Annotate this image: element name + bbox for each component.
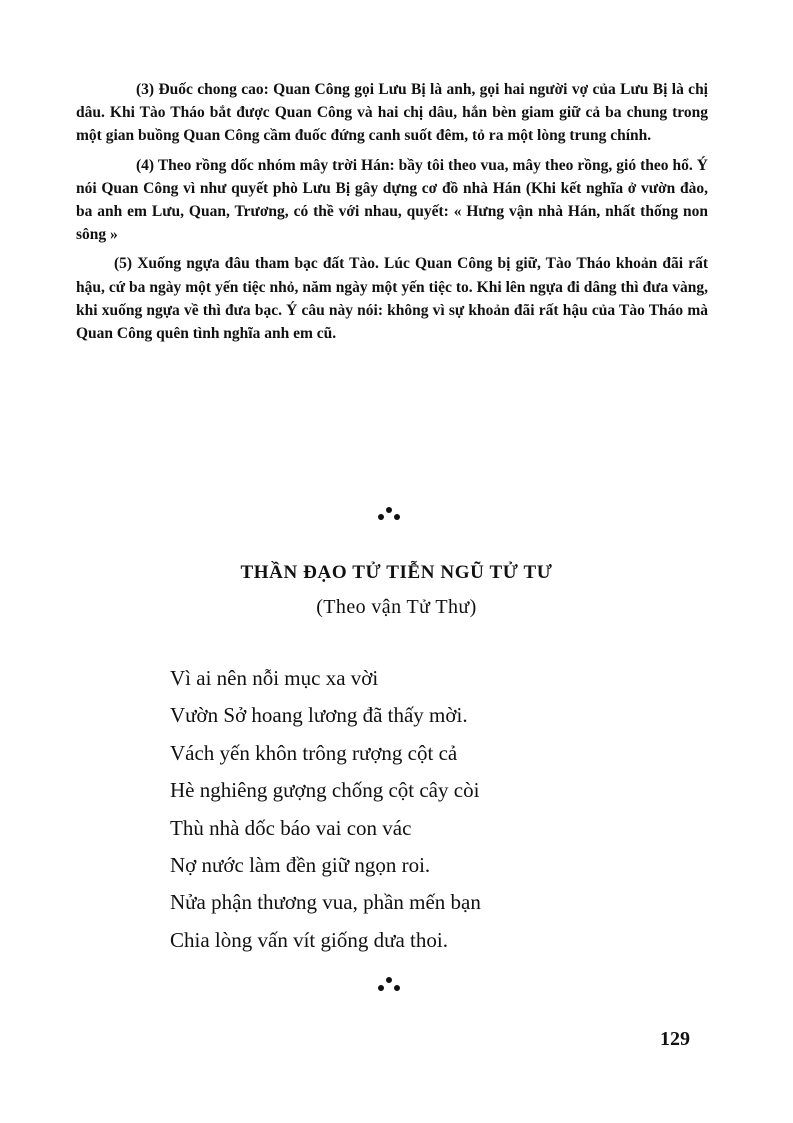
footnote-3: (3) Đuốc chong cao: Quan Công gọi Lưu Bị là anh, gọi hai người vợ của Lưu Bị là chị dâu. Khi Tào Tháo bắt được Quan Công và hai chị dâu, hắn bèn giam giữ cả ba chung trong một gian buồng Quan Công cầm đuốc đứng canh suốt đêm, tỏ ra một lòng trung chính.	[76, 81, 708, 145]
footnote-4: (4) Theo rồng dốc nhóm mây trời Hán: bầy tôi theo vua, mây theo rồng, gió theo hổ. Ý nói Quan Công vì như quyết phò Lưu Bị gây dựng cơ đồ nhà Hán (Khi kết nghĩa ở vườn đào, ba anh em Lưu, Quan, Trương, có thề với nhau, quyết: « Hưng vận nhà Hán, nhất thống non sông »	[76, 156, 708, 244]
poem-subtitle: (Theo vận Tử Thư)	[316, 596, 477, 618]
poem-line: Nửa phận thương vua, phần mến bạn	[170, 890, 481, 915]
poem-line: Chia lòng vấn vít giống dưa thoi.	[170, 927, 448, 952]
footnote-5: (5) Xuống ngựa đâu tham bạc đất Tào. Lúc Quan Công bị giữ, Tào Tháo khoản đãi rất hậu, cứ ba ngày một yến tiệc nhỏ, năm ngày một yến tiệc to. Khi lên ngựa đi dâng thì đưa vàng, khi xuống ngựa về thì đưa bạc. Ý câu này nói: không vì sự khoản đãi rất hậu của Tào Tháo mà Quan Công quên tình nghĩa anh em cũ.	[76, 255, 708, 343]
page-number: 129	[660, 1028, 690, 1050]
poem-body	[170, 660, 650, 959]
poem-line: Vườn Sở hoang lương đã thấy mời.	[170, 703, 468, 728]
end-ornament	[370, 976, 410, 992]
poem-line: Vì ai nên nỗi mục xa vời	[170, 666, 379, 690]
poem-line: Thù nhà dốc báo vai con vác	[170, 815, 412, 840]
poem-line: Hè nghiêng gượng chống cột cây còi	[170, 778, 480, 803]
poem-title: THẦN ĐẠO TỬ TIỄN NGŨ TỬ TƯ	[240, 562, 553, 583]
poem-line: Nợ nước làm đền giữ ngọn roi.	[170, 853, 431, 878]
poem-line: Vách yến khôn trông rượng cột cả	[170, 740, 458, 765]
footnotes	[76, 78, 708, 351]
section-separator-ornament	[370, 506, 410, 522]
